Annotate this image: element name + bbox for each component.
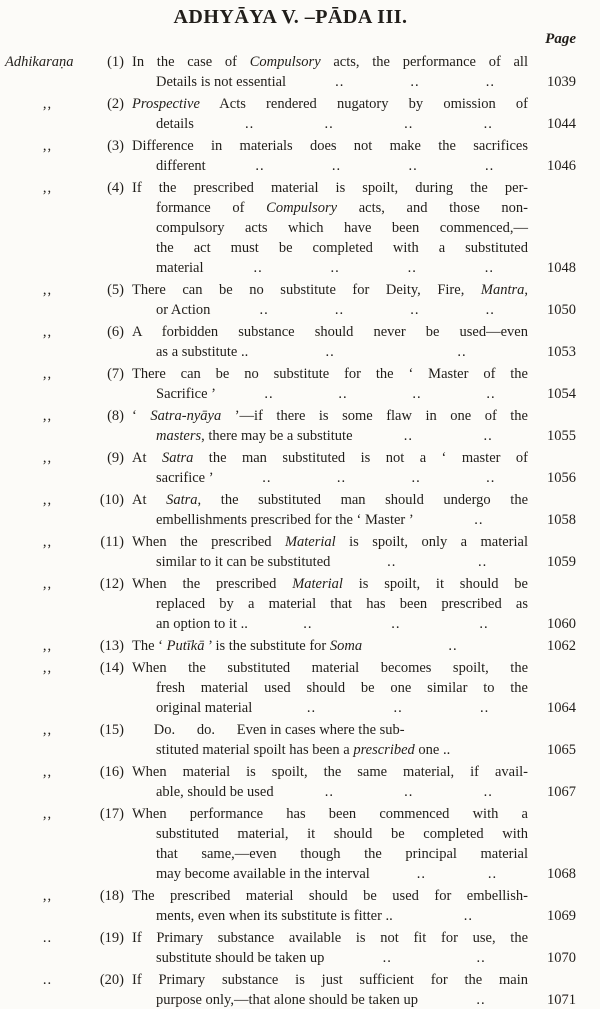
line-text: the act must be completed with a substituted xyxy=(156,240,528,256)
toc-entry xyxy=(5,364,576,404)
entry-line xyxy=(132,698,576,718)
toc-entry xyxy=(5,970,576,1009)
entry-page-number: 1046 xyxy=(547,158,576,174)
entry-number: (10) xyxy=(99,492,124,508)
line-text: When material is spoilt, the same material, if avail- xyxy=(132,764,528,780)
dot-leaders: .. xyxy=(476,992,486,1008)
entry-line xyxy=(132,238,576,258)
entry-line xyxy=(132,928,576,948)
line-text: When performance has been commenced with a xyxy=(132,806,528,822)
entry-line xyxy=(132,178,576,198)
line-text: At Satra the man substituted is not a ‘ master of xyxy=(132,450,528,466)
line-text: Difference in materials does not make the sacrifices xyxy=(132,138,528,154)
dot-leaders: .. .. .. .. xyxy=(253,260,495,276)
line-text: as a substitute .. xyxy=(156,344,249,360)
entry-line xyxy=(132,114,576,134)
line-text: sacrifice ’ xyxy=(156,470,214,486)
dot-leaders: .. .. .. .. xyxy=(255,158,495,174)
entry-text xyxy=(132,928,576,968)
entry-line xyxy=(132,510,576,530)
dot-leaders: .. .. xyxy=(325,344,467,360)
entry-number: (3) xyxy=(107,138,124,154)
toc-entry xyxy=(5,448,576,488)
entry-number: (20) xyxy=(99,972,124,988)
toc-entry xyxy=(5,886,576,926)
dot-leaders: .. .. .. .. xyxy=(264,386,496,402)
entry-line xyxy=(132,52,576,72)
entry-label: ,, xyxy=(42,534,53,550)
entry-page-number: 1062 xyxy=(547,638,576,654)
entry-text xyxy=(132,94,576,134)
entry-label: Adhikaraṇa xyxy=(5,54,74,70)
entry-line xyxy=(132,448,576,468)
entry-text xyxy=(132,52,576,92)
entry-label: ,, xyxy=(42,450,53,466)
entry-line xyxy=(132,218,576,238)
toc-entry xyxy=(5,406,576,446)
entry-text xyxy=(132,970,576,1009)
entry-label: ,, xyxy=(42,576,53,592)
line-text: When the prescribed Material is spoilt, only a material xyxy=(132,534,528,550)
entry-line xyxy=(132,300,576,320)
toc-entry xyxy=(5,658,576,718)
line-text: similar to it can be substituted xyxy=(156,554,331,570)
dot-leaders: .. xyxy=(474,512,484,528)
dot-leaders: .. .. .. .. xyxy=(259,302,495,318)
toc-entry xyxy=(5,804,576,884)
entry-line xyxy=(132,782,576,802)
line-text: purpose only,—that alone should be taken up xyxy=(156,992,419,1008)
line-text: At Satra, the substituted man should undergo the xyxy=(132,492,529,508)
entry-label: ,, xyxy=(42,180,53,196)
toc-entry xyxy=(5,532,576,572)
entry-line xyxy=(132,658,576,678)
entry-label: ,, xyxy=(42,764,53,780)
line-text: The ‘ Putīkā ’ is the substitute for Soma xyxy=(132,638,363,654)
entry-number: (11) xyxy=(100,534,124,550)
dot-leaders: .. .. .. xyxy=(324,784,493,800)
dot-leaders: .. .. .. xyxy=(335,74,495,90)
entry-page-number: 1054 xyxy=(547,386,576,402)
line-text: substitute should be taken up xyxy=(156,950,325,966)
entry-text xyxy=(132,178,576,278)
entry-page-number: 1044 xyxy=(547,116,576,132)
entry-line xyxy=(132,258,576,278)
dot-leaders: .. .. xyxy=(416,866,498,882)
line-text: may become available in the interval xyxy=(156,866,370,882)
line-text: The prescribed material should be used for embellish- xyxy=(132,888,528,904)
entry-page-number: 1048 xyxy=(547,260,576,276)
dot-leaders: .. .. xyxy=(403,428,493,444)
line-text: masters, there may be a substitute xyxy=(156,428,353,444)
entry-text xyxy=(132,364,576,404)
line-text: that same,—even though the principal material xyxy=(156,846,528,862)
entry-text xyxy=(132,280,576,320)
entry-label: ,, xyxy=(42,806,53,822)
entry-line xyxy=(132,804,576,824)
toc-list xyxy=(5,52,576,1009)
toc-entry xyxy=(5,280,576,320)
line-text: substituted material, it should be completed with xyxy=(156,826,528,842)
entry-text xyxy=(132,886,576,926)
entry-number: (13) xyxy=(99,638,124,654)
toc-entry xyxy=(5,574,576,634)
line-text: able, should be used xyxy=(156,784,274,800)
toc-entry xyxy=(5,322,576,362)
entry-line xyxy=(132,552,576,572)
entry-line xyxy=(132,136,576,156)
entry-text xyxy=(132,636,576,656)
entry-line xyxy=(132,990,576,1009)
line-text: material xyxy=(156,260,204,276)
entry-number: (14) xyxy=(99,660,124,676)
dot-leaders: .. .. xyxy=(387,554,488,570)
line-text: compulsory acts which have been commenced,— xyxy=(156,220,528,236)
entry-line xyxy=(132,594,576,614)
toc-entry xyxy=(5,928,576,968)
entry-page-number: 1069 xyxy=(547,908,576,924)
entry-label: ,, xyxy=(42,408,53,424)
entry-line xyxy=(132,762,576,782)
entry-line xyxy=(132,532,576,552)
entry-text xyxy=(132,804,576,884)
line-text: If the prescribed material is spoilt, during the per- xyxy=(132,180,528,196)
entry-page-number: 1056 xyxy=(547,470,576,486)
entry-line xyxy=(132,384,576,404)
page-title: ADHYĀYA V. –PĀDA III. xyxy=(173,6,408,28)
entry-text xyxy=(132,574,576,634)
entry-line xyxy=(132,406,576,426)
dot-leaders: .. .. .. xyxy=(303,616,489,632)
entry-label: ,, xyxy=(42,888,53,904)
dot-leaders: .. .. xyxy=(382,950,486,966)
entry-number: (16) xyxy=(99,764,124,780)
entry-number: (18) xyxy=(99,888,124,904)
entry-number: (6) xyxy=(107,324,124,340)
entry-line xyxy=(132,720,576,740)
entry-line xyxy=(132,72,576,92)
entry-text xyxy=(132,720,576,760)
entry-number: (4) xyxy=(107,180,124,196)
entry-text xyxy=(132,658,576,718)
toc-entry xyxy=(5,52,576,92)
entry-number: (8) xyxy=(107,408,124,424)
entry-page-number: 1064 xyxy=(547,700,576,716)
line-text: replaced by a material that has been prescribed as xyxy=(156,596,528,612)
line-text: There can be no substitute for Deity, Fire, Mantra, xyxy=(132,282,528,298)
entry-page-number: 1065 xyxy=(547,742,576,758)
line-text: details xyxy=(156,116,194,132)
entry-page-number: 1068 xyxy=(547,866,576,882)
entry-line xyxy=(132,906,576,926)
entry-line xyxy=(132,886,576,906)
entry-label: ,, xyxy=(42,722,53,738)
entry-text xyxy=(132,448,576,488)
entry-number: (2) xyxy=(107,96,124,112)
line-text: embellishments prescribed for the ‘ Master ’ xyxy=(156,512,414,528)
entry-line xyxy=(132,824,576,844)
line-text: If Primary substance available is not fit for use, the xyxy=(132,930,528,946)
entry-number: (9) xyxy=(107,450,124,466)
entry-page-number: 1055 xyxy=(547,428,576,444)
entry-label: ,, xyxy=(42,282,53,298)
entry-line xyxy=(132,844,576,864)
entry-label: ,, xyxy=(42,96,53,112)
dot-leaders: .. .. .. xyxy=(306,700,490,716)
entry-line xyxy=(132,948,576,968)
entry-label: ,, xyxy=(42,324,53,340)
entry-line xyxy=(132,156,576,176)
line-text: A forbidden substance should never be used—even xyxy=(132,324,528,340)
line-text: Do. do. Even in cases where the sub- xyxy=(132,722,405,738)
line-text: original material xyxy=(156,700,253,716)
entry-label: .. xyxy=(42,930,53,946)
entry-line xyxy=(132,678,576,698)
entry-number: (7) xyxy=(107,366,124,382)
entry-text xyxy=(132,532,576,572)
dot-leaders: .. xyxy=(448,638,458,654)
toc-entry xyxy=(5,762,576,802)
line-text: different xyxy=(156,158,206,174)
entry-line xyxy=(132,198,576,218)
entry-text xyxy=(132,490,576,530)
toc-entry xyxy=(5,636,576,656)
entry-line xyxy=(132,468,576,488)
line-text: There can be no substitute for the ‘ Master of the xyxy=(132,366,528,382)
entry-line xyxy=(132,614,576,634)
entry-page-number: 1060 xyxy=(547,616,576,632)
entry-number: (5) xyxy=(107,282,124,298)
entry-line xyxy=(132,342,576,362)
entry-text xyxy=(132,322,576,362)
entry-label: ,, xyxy=(42,138,53,154)
entry-page-number: 1071 xyxy=(547,992,576,1008)
line-text: stituted material spoilt has been a prescribed one .. xyxy=(156,742,451,758)
entry-number: (1) xyxy=(107,54,124,70)
toc-entry xyxy=(5,490,576,530)
entry-line xyxy=(132,322,576,342)
entry-line xyxy=(132,426,576,446)
line-text: When the substituted material becomes spoilt, the xyxy=(132,660,528,676)
entry-line xyxy=(132,364,576,384)
entry-page-number: 1070 xyxy=(547,950,576,966)
entry-number: (19) xyxy=(99,930,124,946)
line-text: ‘ Satra-nyāya ’—if there is some flaw in one of the xyxy=(132,408,528,424)
entry-text xyxy=(132,136,576,176)
entry-line xyxy=(132,280,576,300)
entry-label: ,, xyxy=(42,492,53,508)
entry-line xyxy=(132,490,576,510)
line-text: or Action xyxy=(156,302,211,318)
entry-page-number: 1050 xyxy=(547,302,576,318)
entry-text xyxy=(132,762,576,802)
entry-line xyxy=(132,94,576,114)
entry-label: ,, xyxy=(42,660,53,676)
toc-entry xyxy=(5,94,576,134)
line-text: Sacrifice ’ xyxy=(156,386,216,402)
toc-entry xyxy=(5,178,576,278)
line-text: formance of Compulsory acts, and those non- xyxy=(156,200,528,216)
entry-label: .. xyxy=(42,972,53,988)
entry-page-number: 1039 xyxy=(547,74,576,90)
dot-leaders: .. .. .. .. xyxy=(262,470,496,486)
entry-number: (12) xyxy=(99,576,124,592)
toc-entry xyxy=(5,136,576,176)
toc-entry xyxy=(5,720,576,760)
entry-line xyxy=(132,574,576,594)
line-text: Prospective Acts rendered nugatory by omission of xyxy=(132,96,528,112)
entry-line xyxy=(132,740,576,760)
dot-leaders: .. .. .. .. xyxy=(245,116,493,132)
entry-label: ,, xyxy=(42,366,53,382)
entry-line xyxy=(132,636,576,656)
entry-number: (15) xyxy=(99,722,124,738)
line-text: When the prescribed Material is spoilt, it should be xyxy=(132,576,528,592)
entry-number: (17) xyxy=(99,806,124,822)
dot-leaders: .. xyxy=(463,908,474,924)
entry-label: ,, xyxy=(42,638,53,654)
line-text: ments, even when its substitute is fitter .. xyxy=(156,908,393,924)
line-text: Details is not essential xyxy=(156,74,287,90)
entry-page-number: 1053 xyxy=(547,344,576,360)
entry-page-number: 1058 xyxy=(547,512,576,528)
line-text: In the case of Compulsory acts, the performance of all xyxy=(132,54,528,70)
entry-line xyxy=(132,864,576,884)
line-text: an option to it .. xyxy=(156,616,248,632)
line-text: fresh material used should be one similar to the xyxy=(156,680,528,696)
entry-text xyxy=(132,406,576,446)
entry-line xyxy=(132,970,576,990)
line-text: If Primary substance is just sufficient for the main xyxy=(132,972,528,988)
page-column-label: Page xyxy=(545,31,576,47)
entry-page-number: 1059 xyxy=(547,554,576,570)
entry-page-number: 1067 xyxy=(547,784,576,800)
